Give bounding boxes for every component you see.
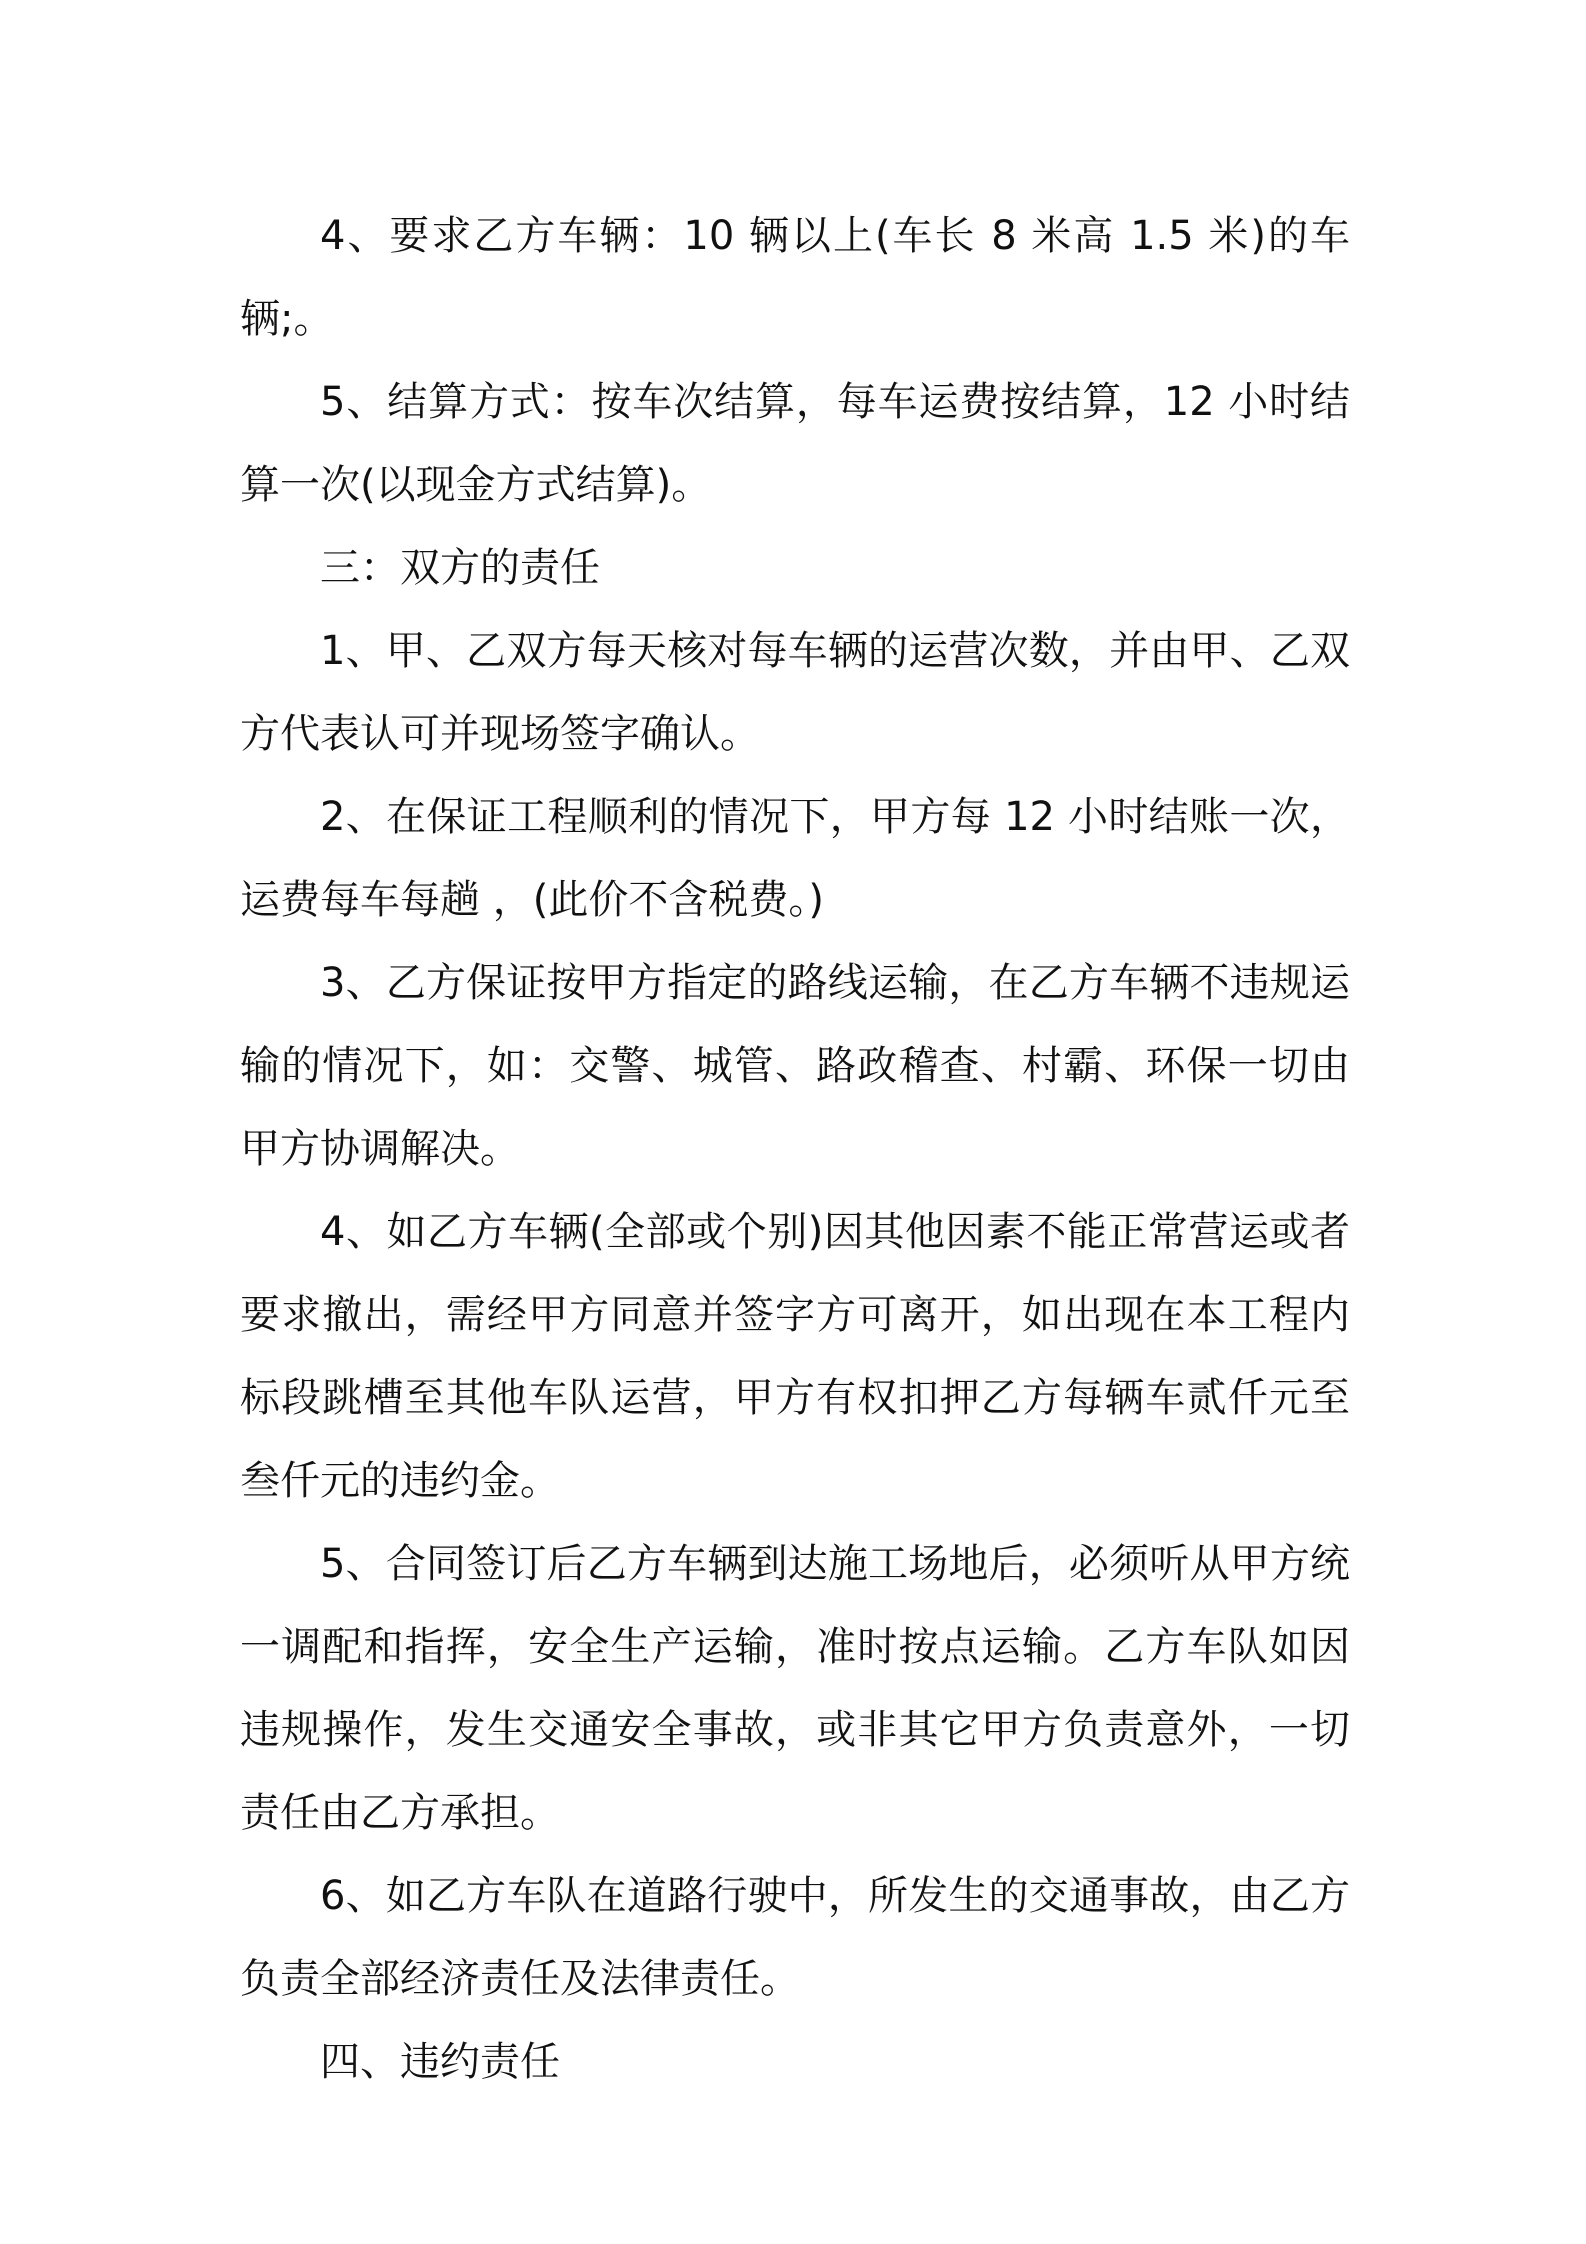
paragraph-daily-check: 1、甲、乙双方每天核对每车辆的运营次数，并由甲、乙双方代表认可并现场签字确认。 [240, 628, 1350, 757]
paragraph-traffic-accident: 6、如乙方车队在道路行驶中，所发生的交通事故，由乙方负责全部经济责任及法律责任。 [240, 1873, 1350, 2002]
paragraph-dispatch-safety: 5、合同签订后乙方车辆到达施工场地后，必须听从甲方统一调配和指挥，安全生产运输，准时按点运输。乙方车队如因违规操作，发生交通安全事故，或非其它甲方负责意外，一切责任由乙方承担。 [240, 1541, 1350, 1836]
paragraph-withdrawal-penalty: 4、如乙方车辆(全部或个别)因其他因素不能正常营运或者要求撤出，需经甲方同意并签字方可离开，如出现在本工程内标段跳槽至其他车队运营，甲方有权扣押乙方每辆车贰仟元至叁仟元的违约金。 [240, 1209, 1350, 1504]
section-heading-breach-liability: 四、违约责任 [320, 2039, 560, 2085]
section-heading-responsibilities: 三：双方的责任 [320, 545, 600, 591]
paragraph-route-guarantee: 3、乙方保证按甲方指定的路线运输，在乙方车辆不违规运输的情况下，如：交警、城管、路政稽查、村霸、环保一切由甲方协调解决。 [240, 960, 1350, 1172]
paragraph-vehicle-requirement: 4、要求乙方车辆：10 辆以上(车长 8 米高 1.5 米)的车辆;。 [240, 213, 1350, 342]
paragraph-settlement-method: 5、结算方式：按车次结算，每车运费按结算，12 小时结算一次(以现金方式结算)。 [240, 379, 1350, 508]
document-body [240, 195, 1350, 2104]
paragraph-billing-cycle: 2、在保证工程顺利的情况下，甲方每 12 小时结账一次，运费每车每趟 ，(此价不含税费。) [240, 794, 1350, 923]
